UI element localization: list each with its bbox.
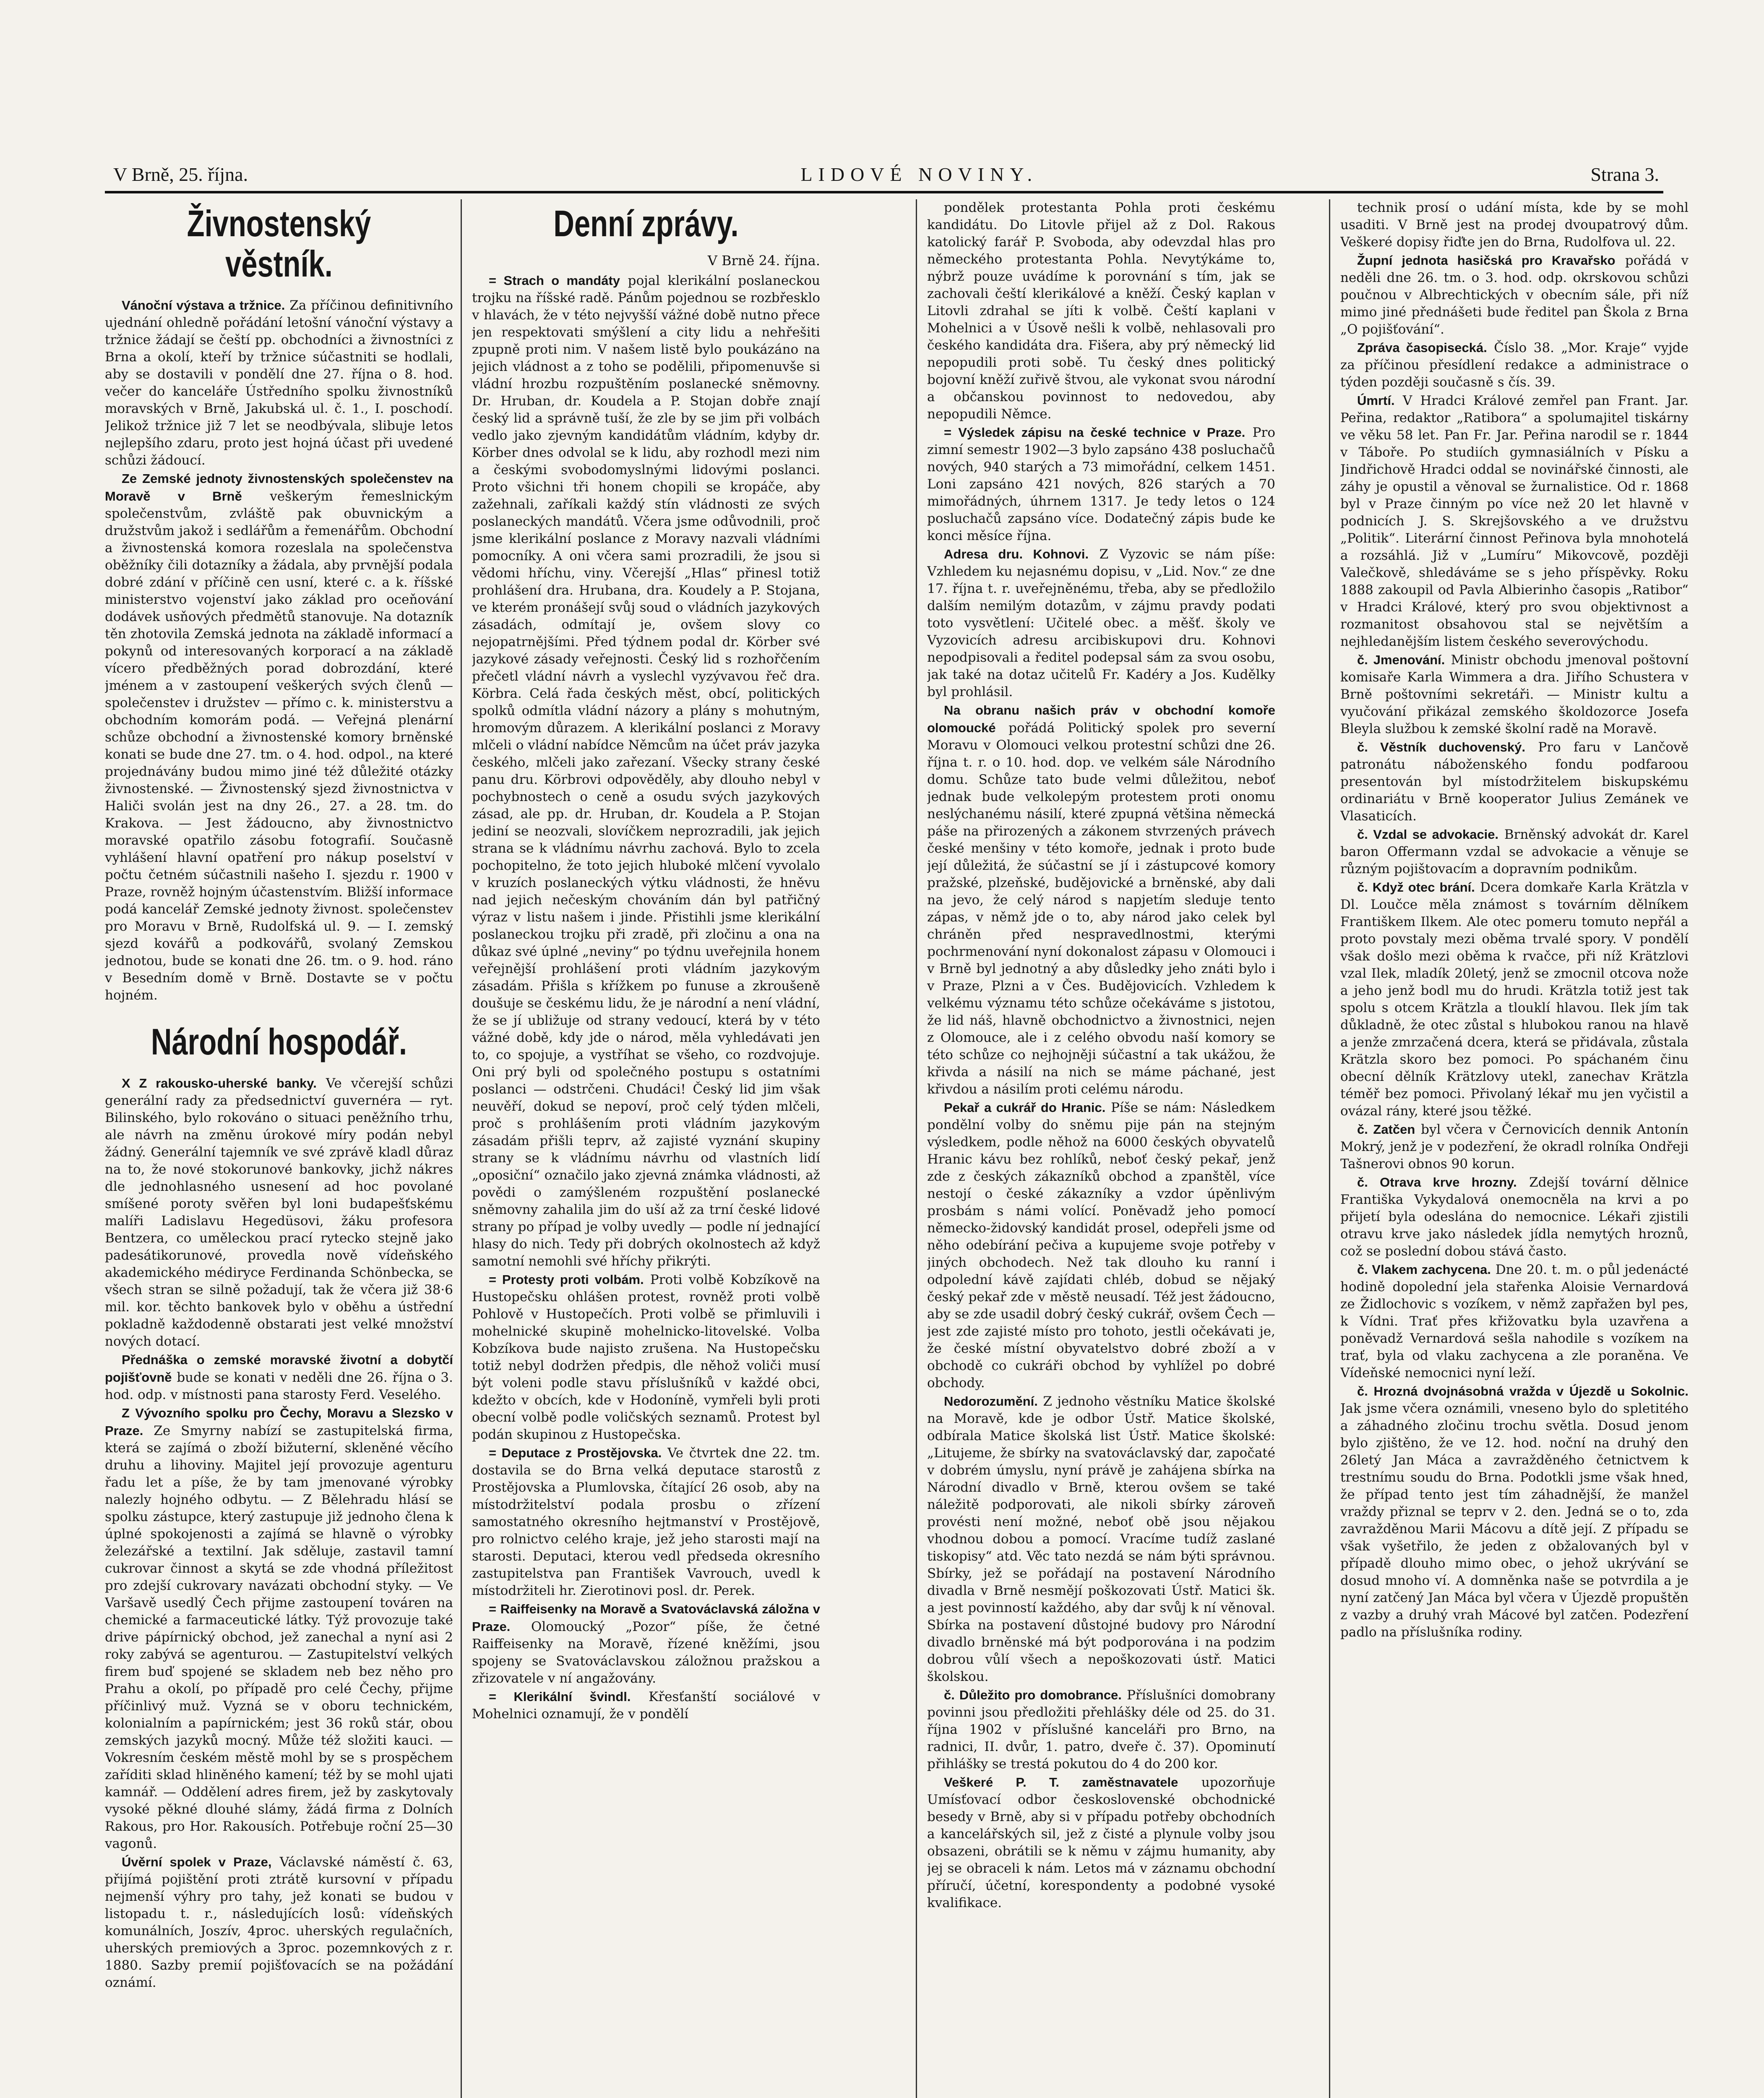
article-body: upozorňuje Umísťovací odbor československé obchodnické besedy v Brně, aby si v případu potřeby obchodních a kancelářských sil, jež z čisté a plynule volby jsou obsazeni, obrátili se k němu v zájmu humanity, aby jej se obraceli k nám. Letos má v záznamu obchodní příručí, účetní, korespondenty a podobné vysoké kvalifikace. bbox=[927, 1775, 1275, 1910]
article-body: Z jednoho věstníku Matice školské na Moravě, kde je odbor Ústř. Matice školské, odbírala Matice školská list Ústř. Matice školské: „Litujeme, že sbírky na svatováclavský dar, započaté v dobrém úmyslu, nyní právě je zahájena sbírka na Národní divadlo v Brně, kterou ovšem se také náležitě podporovati, ale nikoli sbírky zároveň provésti není možné, neboť obě jsou nějakou vhodnou dobou a pomocí. Vracíme tudíž zaslané tiskopisy“ atd. Věc tato nezdá se nám býti správnou. Sbírky, jež se pořádají na postavení Národního divadla v Brně nesmějí poškozovati Ústř. Matici šk. a jest povinností každého, aby dar svůj k ní věnoval. Sbírka na postavení důstojné budovy pro Národní divadlo brněnské má být podporována i na podzim dobrou vůlí všech a nepoškozovati ústř. Matici školskou. bbox=[927, 1394, 1275, 1684]
section-title: Národní hospodář. bbox=[151, 1021, 407, 1062]
article-heading: = Deputace z Prostějovska. bbox=[489, 1446, 662, 1460]
article-heading: = Protesty proti volbám. bbox=[489, 1272, 644, 1287]
article bbox=[1340, 651, 1688, 738]
article-heading: č. Věstník duchovenský. bbox=[1357, 740, 1526, 754]
article-heading: č. Hrozná dvojnásobná vražda v Újezdě u Sokolnic. bbox=[1357, 1384, 1688, 1399]
article-body: V Hradci Králové zemřel pan Frant. Jar. Peřina, redaktor „Ratibora“ a spolumajitel tiskárny ve věku 58 let. Pan Fr. Jar. Peřina narodil se r. 1844 v Táboře. Po studiích gymnasiálních v Písku a Jindřichově Hradci oddal se novinářské činnosti, ale záhy je opustil a věnoval se žurnalistice. Od r. 1868 byl v Praze činným po více než 20 let hlavně v podnicích J. S. Skrejšovského a ve družstvu „Politik“. Literární činnost Peřinova byla mnohotelá a rozsáhlá. Již v „Lumíru“ Mikovcově, později Valečkově, shledáváme se s jeho příspěvky. Roku 1888 zakoupil od Pavla Albierinho časopis „Ratibor“ v Hradci Králové, který pro svou objektivnost a rozmanitost obsahovou stal se největším a nejhledanějším listem českého severovýchodu. bbox=[1340, 393, 1688, 649]
article bbox=[1340, 738, 1688, 825]
article-body: pořádá v neděli dne 26. tm. o 3. hod. odp. okrskovou schůzi poučnou v Albrechtických v obecním sále, při níž mimo jiné přednášeti bude ředitel pan Škola z Brna „O pojišťování“. bbox=[1340, 253, 1688, 337]
article bbox=[1340, 392, 1688, 650]
article bbox=[105, 297, 453, 469]
article bbox=[105, 1404, 453, 1853]
article bbox=[105, 1853, 453, 1991]
article-heading: = Výsledek zápisu na české technice v Praze. bbox=[944, 425, 1245, 440]
article bbox=[472, 1271, 820, 1443]
article-body: Příslušníci domobrany povinni jsou předložiti přehlášky déle od 25. do 31. října 1902 v příslušné kanceláři pro Brno, na radnici, II. dvůr, 1. patro, dveře č. 37). Opominutí přihlášky se trestá pokutou do 4 do 200 kor. bbox=[927, 1688, 1275, 1772]
article-body: technik prosí o udání místa, kde by se mohl usaditi. V Brně jest na prodej dvoupatrový dům. Veškeré dopisy řiďte jen do Brna, Rudolfova ul. 22. bbox=[1340, 200, 1688, 250]
column-4 bbox=[1340, 199, 1688, 2098]
article bbox=[472, 1444, 820, 1600]
article bbox=[105, 470, 453, 1004]
article bbox=[105, 1351, 453, 1404]
article bbox=[472, 272, 820, 1270]
article-body: Ministr obchodu jmenoval poštovní komisaře Karla Wimmera a dra. Jiřího Schustera v Brně poštovními sekretáři. — Ministr kultu a vyučování přikázal zemského školdozorce Josefa Bleyla službou k zemské školní radě na Moravě. bbox=[1340, 652, 1688, 736]
article bbox=[1340, 1174, 1688, 1260]
article bbox=[105, 1075, 453, 1350]
article-heading: Veškeré P. T. zaměstnavatele bbox=[944, 1775, 1178, 1790]
article-body: Z Vyzovic se nám píše: Vzhledem ku nejasnému dopisu, v „Lid. Nov.“ ze dne 17. října t. r. uveřejněnému, třeba, aby se předložilo dalším nemilým dotazům, v zájmu pravdy podati toto vysvětlení: Učitelé obec. a měšť. školy ve Vyzovicích adresu arcibiskupovi dru. Kohnovi nepodpisovali a ředitel podepsal sám za svou osobu, jak také na dotaz učitelů Fr. Kadéry a Jos. Kudělky byl prohlásil. bbox=[927, 547, 1275, 699]
article-heading: Ze Zemské jednoty živnostenských společenstev na Moravě v Brně bbox=[105, 471, 453, 504]
article bbox=[1340, 826, 1688, 878]
article-heading: č. Důležito pro domobrance. bbox=[944, 1688, 1122, 1702]
section-title: Živnostenský věstník. bbox=[187, 203, 371, 284]
article-heading: = Raiffeisenky na Moravě a Svatováclavská záložna v Praze. bbox=[472, 1602, 820, 1634]
article bbox=[1340, 252, 1688, 338]
article-body: Dne 20. t. m. o půl jedenácté hodině dopolední jela stařenka Aloisie Vernardová ze Židlochovic s vozíkem, v němž zapřažen byl pes, k Vídni. Trať přes křižovatku byla uzavřena a poněvadž Vernardová sešla nahodile s vozíkem na trať, byla od vlaku zachycena a zle poraněna. Ve Vídeňské nemocnici nyní leží. bbox=[1340, 1262, 1688, 1380]
article-heading: č. Jmenování. bbox=[1357, 652, 1445, 667]
masthead-rule bbox=[105, 191, 1663, 193]
article-heading: Úmrtí. bbox=[1357, 393, 1395, 408]
article-body: veškerým řemeslnickým společenstvům, zvláště pak obuvnickým a družstvům jakož i sedlářům a řemenářům. Obchodní a živnostenská komora rozeslala na společenstva oběžníky čili dotazníky a žádala, aby prvnější podala dobré zdání v příčině cen usní, které c. a k. říšské ministerstvo vojenství jako základ pro oceňování dodávek usňových předmětů stanovuje. Na dotazník těn zhotovila Zemská jednota na základě informací a pokynů od interesovaných korporací a na základě vícero předběžných porad dobrozdání, které jménem a v zastoupení veškerých svých členů — společenstev i družstev — přímo c. k. ministerstvu a obchodním komorám podá. — Veřejná plenární schůze obchodní a živnostenské komory brněnské konati se bude dne 27. tm. o 4. hod. odpol., na které projednávány budou mimo jiné též důležité otázky živnostenské. — Živnostenský sjezd živnostnictva v Haliči svolán jest na dny 26., 27. a 28. tm. do Krakova. — Jest žádoucno, aby živnostnictvo moravské opatřilo zásobu fotografií. Současně vyhlášení hlavní opatření pro nákup poselství v počtu četném súčastnili našeho I. sjezdu r. 1900 v Praze, rovněž hojným účastenstvím. Bližší informace podá kancelář Zemské jednoty živnost. společenstev pro Moravu v Brně, Rudolfská ul. 9. — I. zemský sjezd kovářů a podkovářů, svolaný Zemskou jednotou, bude se konati dne 26. tm. o 9. hod. ráno v Besedním domě v Brně. Dostavte se v počtu hojném. bbox=[105, 489, 453, 1003]
article-heading: Z Vývozního spolku pro Čechy, Moravu a Slezsko v Praze. bbox=[105, 1406, 453, 1438]
article-heading: Adresa dru. Kohnovi. bbox=[944, 547, 1089, 561]
article-heading: Nedorozumění. bbox=[944, 1394, 1038, 1409]
article-heading: Župní jednota hasičská pro Kravařsko bbox=[1357, 253, 1615, 268]
article bbox=[1340, 339, 1688, 391]
article-heading: Úvěrní spolek v Praze, bbox=[122, 1855, 272, 1869]
article-heading: č. Vlakem zachycena. bbox=[1357, 1262, 1491, 1277]
column-3 bbox=[927, 199, 1275, 2098]
article-body: Křesťanští sociálové v Mohelnici oznamují, že v pondělí bbox=[472, 1689, 820, 1722]
article bbox=[927, 1393, 1275, 1686]
masthead-date: V Brně, 25. října. bbox=[113, 163, 248, 185]
article-body: Ve čtvrtek dne 22. tm. dostavila se do Brna velká deputace starostů z Prostějovska a Plumlovska, čítající 26 osob, aby na místodržitelství podala prosbu o zřízení samostatného okresního hejtmanství v Prostějově, pro rolnictvo celého kraje, jež jeho starosti mají na starosti. Deputaci, kterou vedl předseda okresního zastupitelstva pan František Vavrouch, uvedl k místodržiteli hr. Zierotinovi posl. dr. Perek. bbox=[472, 1446, 820, 1598]
article-body: Ve včerejší schůzi generální rady za předsednictví guvernéra — ryt. Bilinského, bylo rokováno o situaci peněžního trhu, ale návrh na změnu úrokové míry podán nebyl žádný. Generální tajemník ve své zprávě kladl důraz na to, že nové stokorunové bankovky, jichž nákres dle jednohlasného usnesení ad hoc povolané smíšené poroty svěřen byl loni budapešťskému malíři Ladislavu Hegedüsovi, žáku profesora Bentzera, co uměleckou prací rytecko stejně jako padesátikorunové, provedla nově vídeňského akademického médiryce Ferdinanda Schönbecka, se všech stran se silně požadují, tak že včera již 38·6 mil. kor. těchto bankovek bylo v oběhu a ústřední pokladně každodenně obstarati jest velké množství nových dotací. bbox=[105, 1076, 453, 1349]
article-heading: = Klerikální švindl. bbox=[489, 1689, 631, 1704]
article bbox=[927, 545, 1275, 701]
article-body: Václavské náměstí č. 63, přijímá pojištění proti ztrátě kursovní v případu nejmenší výhry pro tahy, jež konati se budou v listopadu t. r., následujících losů: vídeňských komunálních, Joszív, 4proc. uherských regulačních, uherských premiových a 3proc. pozemnkových z r. 1880. Sazby premií pojišťovacích se na požádání oznámí. bbox=[105, 1855, 453, 1990]
article-body: pořádá Politický spolek pro severní Moravu v Olomouci velkou protestní schůzi dne 26. října t. r. o 10. hod. dop. ve velkém sále Národního domu. Schůze tato bude velmi důležitou, neboť jednak bude velkolepým protestem proti onomu neslýchanému násilí, které zpupná většina německá páše na přirozených a zákonem stvrzených právech české menšiny v této komoře, jednak i proto bude její důležitá, že súčastní se jí i zástupcové komory pražské, plzeňské, budějovické a brněnské, aby dali na jevo, že celý národ s napjetím sleduje tento zápas, v němž jde o to, aby národ jako celek byl chráněn před nespravedlnostmi, kterými pochrmenování nyní dokonalost zápasu v Olomouci i v Brně byl jednotný a aby důsledky jeho znáti bylo i v Praze, Plzni a v Čes. Budějovicích. Vzhledem k velkému významu této schůze očekáváme s jistotou, že lid náš, hlavně obchodnictvo a živnostnici, nejen z Olomouce, ale i z celého obvodu naší komory se této schůze co nejhojněji súčastní a tak ukážou, že křivda a násilí na nich se máme páchané, jest křivdou a násilím proti celému národu. bbox=[927, 720, 1275, 1097]
column-divider bbox=[916, 199, 917, 2098]
article bbox=[927, 1099, 1275, 1392]
masthead bbox=[113, 159, 1659, 189]
article-body: Proti volbě Kobzíkově na Hustopečsku ohlášen protest, rovněž proti volbě Pohlově v Hustopečích. Proti volbě se přimluvili i mohelnické skupině mohelnicko-litovelské. Volba Kobzíkova bude najisto zrušena. Na Hustopečsku totiž nebyl dodržen předpis, dle něhož voliči musí být voleni podle stavu příslušníků v každé obci, kdežto v obcích, kde v Hodoníně, vymřeli byli proti obecní volbě podle voličských seznamů. Protest byl podán skupinou z Hustopečska. bbox=[472, 1272, 820, 1442]
article-heading: Pekař a cukrář do Hranic. bbox=[944, 1100, 1106, 1115]
column-divider bbox=[1329, 199, 1330, 2098]
article-body: Brněnský advokát dr. Karel baron Offermann vzdal se advokacie a věnuje se různým pojištovacím a dopravním podnikům. bbox=[1340, 827, 1688, 877]
article bbox=[927, 1774, 1275, 1912]
column-2 bbox=[472, 199, 820, 2098]
article-heading: č. Vzdal se advokacie. bbox=[1357, 827, 1499, 842]
article-body: Dcera domkaře Karla Krätzla v Dl. Loučce měla známost s továrním dělníkem Františkem Ilkem. Ale otec pomeru tomuto nepřál a proto povstaly mezi oběma trvalé spory. V pondělí však došlo mezi oběma k rvačce, při níž Krätzlovi vzal Ilek, mladík 20letý, jenž se zmocnil otcova nože a jeho jenž bodl mu do hrudi. Krätzla totiž jest tak spolu s otcem Krätzla a tlouklí hlavou. Ilek jím tak důkladně, že otec zůstal s hlubokou ranou na hlavě a jenže zmrzačená dcera, která se přidávala, zůstala Krätzla skoro bez pomoci. Po spáchaném činu obecní dělník Krätzlovy utekl, zanechav Krätzla téměř bez pomoci. Přivolaný lékař mu jen vyčistil a ovázal rány, které jsou těžké. bbox=[1340, 880, 1688, 1119]
article bbox=[1340, 879, 1688, 1120]
masthead-page-number: Strana 3. bbox=[1590, 163, 1659, 185]
section-title: Denní zprávy. bbox=[553, 203, 739, 244]
article-body: Ze Smyrny nabízí se zastupitelská firma, která se zajímá o zboží bižuterní, skleněné věcího druhu a lihoviny. Majitel její provozuje agenturu řadu let a píše, že by tam jmenované výrobky nalezly hojného odbytu. — Z Bělehradu hlásí se spolku zástupce, který zastupuje již jednoho člena k úplné spokojenosti a zajímá se hlavně o výrobky železářské a textilní. Jak sděluje, zastavil tamní cukrovar činnost a skytá se zde vhodná příležitost pro zdejší cukrovary navázati obchodní styky. — Ve Varšavě usedlý Čech přijme zastoupení továren na chemické a farmaceutické látky. Týž provozuje také drive pápírnický obchod, jež zanechal a nyní asi 2 roky zabývá se agenturou. — Zastupitelství velkých firem buď spojené se skladem neb bez něho pro Prahu a okolí, po případě pro celé Čechy, přijme příčinlivý muž. Vyzná se v oboru technickém, kolonialním a papírnickém; jest 36 roků stár, obou zemských jazyků mocný. Může též složiti kauci. — Vokresním českém městě mohl by se s prospěchem zaříditi sklad hliněného kamení; též by se mohl ujati kamnář. — Oddělení adres firem, jež by zaskytovaly vysoké pěkné dlouhé slámy, žádá firma z Dolních Rakous, pro Hor. Rakousích. Potřebuje roční 25—30 vagonů. bbox=[105, 1423, 453, 1851]
article bbox=[1340, 1121, 1688, 1173]
article-heading: X Z rakousko-uherské banky. bbox=[122, 1076, 317, 1091]
article-heading: Vánoční výstava a tržnice. bbox=[122, 298, 285, 313]
article bbox=[1340, 1383, 1688, 1641]
article-body: byl včera v Černovicích dennik Antonín Mokrý, jenž je v podezření, že okradl rolníka Ondřeji Tašnerovi obnos 90 korun. bbox=[1340, 1122, 1688, 1172]
article bbox=[927, 1686, 1275, 1773]
article bbox=[1340, 1261, 1688, 1382]
article-heading: č. Zatčen bbox=[1357, 1122, 1415, 1137]
article bbox=[472, 1688, 820, 1723]
article-body: Pro faru v Lančově patronátu náboženského fondu podfaroou presentován byl místodržitelem biskupskému ordinariátu v Brně kooperator Julius Zemánek ve Vlasaticích. bbox=[1340, 740, 1688, 824]
article-body: Číslo 38. „Mor. Kraje“ vyjde za příčinou přesídlení redakce a administrace o týden později současně s čís. 39. bbox=[1340, 340, 1688, 390]
article-body: bude se konati v neděli dne 26. října o 3. hod. odp. v místnosti pana starosty Ferd. Veselého. bbox=[105, 1370, 453, 1402]
spacer bbox=[105, 1005, 453, 1018]
article-heading: Zpráva časopisecká. bbox=[1357, 340, 1487, 355]
article-body: Za příčinou definitivního ujednání ohledně pořádání letošní vánoční výstavy a tržnice žádají se čeští pp. obchodníci a živnostníci z Brna a okolí, kteří by tržnice súčastniti se hodlali, aby se dostavili v pondělí dne 27. října o 8. hod. večer do kanceláře Ústředního spolku živnostníků moravských v Brně, Jakubská ul. č. 1., I. poschodí. Jelikož tržnice již 7 let se neodbývala, slibuje letos nejlepšího zdaru, proto jest hojná účast při uvedené schůzi žádoucí. bbox=[105, 298, 453, 468]
article-body: Pro zimní semestr 1902—3 bylo zapsáno 438 posluchačů nových, 940 starých a 73 mimořádní, celkem 1451. Loni zapsáno 421 nových, 826 starých a 70 mimořádných, úhrnem 1317. Je tedy letos o 124 posluchačů zapsáno více. Dodatečný zápis bude ke konci měsíce října. bbox=[927, 425, 1275, 543]
article bbox=[1340, 199, 1688, 251]
article-heading: Přednáška o zemské moravské životní a dobytčí pojišťovně bbox=[105, 1352, 453, 1385]
article bbox=[927, 199, 1275, 423]
article-body: Zdejší tovární dělnice Františka Vykydalová onemocněla na krvi a po přijetí byla odeslána do nemocnice. Lékaři zjistili otravu krve jako následek jídla nemytých hroznů, což se poslední dobou stává často. bbox=[1340, 1175, 1688, 1259]
dateline: V Brně 24. října. bbox=[707, 253, 820, 269]
article-heading: = Strach o mandáty bbox=[489, 273, 620, 288]
article-heading: č. Otrava krve hrozny. bbox=[1357, 1175, 1517, 1190]
article-body: Píše se nám: Následkem pondělní volby do sněmu pije pán na stejným výsledkem, podle něhož na 6000 českých obyvatelů Hranic kávu bez rohlíků, neboť český pekař, jenž zde z českých zákazníků obchod a zpanštěl, více nestojí o české zákazníky a vzdor úpěnlivým prosbám s námi volící. Poněvadž jeho pomocí německo-židovský kandidát prosel, odepřeli jsme od něho odebírání pečiva a kupujeme svoje potřeby v jiných obchodech. Než tak dlouho ku ranní i odpolední kávě zajídati chléb, dobud se nějaký český pekař zde v městě neusadí. Též jest žádoucno, aby se zde usadil dobrý český cukrář, ovšem Čech — jest zde zajisté místo pro tohoto, jestli očekávati je, že české místní obyvatelstvo dobré zboží a v obchodě co cukráři obchod by vyhlížel po dobré obchody. bbox=[927, 1100, 1275, 1391]
article-body: pojal klerikální poslaneckou trojku na říšské radě. Pánům pojednou se rozbřesklo v hlavách, že v této nejvyšší vážné době nutno přece jen respektovati smýšlení a city lidu a nehřešiti zpupně proti nim. V našem listě bylo poukázáno na jejich vládnost a z toho se podělili, připomenuvše si vládní hrozbu rozpuštěním poslanecké sněmovny. Dr. Hruban, dr. Koudela a P. Stojan dobře znají český lid a správně tuší, že zle by se jim při volbách vedlo jako zjevným kandidátům vládním, kdyby dr. Körber dnes odvolal se k lidu, aby rozhodl mezi nim a českými svobodomyslnými lidovými poslanci. Proto všichni tři honem chopili se kropáče, aby zažehnali, zaříkali každý stín vládnosti ze svých poslaneckých mandátů. Včera jsme odůvodnili, proč jsme klerikální poslance z Moravy nazvali vládními pomocníky. A oni včera sami prozradili, že jsou si vědomi hříchu, viny. Včerejší „Hlas“ přinesl totiž prohlášení dra. Hrubana, dra. Koudely a P. Stojana, ve kterém pronášejí svůj soud o vládních jazykových zásadách, odmítají je, ovšem slovy co nejopatrnějšími. Před týdnem podal dr. Körber své jazykové zásady veřejnosti. Český lid s rozhořčením přečetl vládní návrh a vyslechl vyzývavou řeč dra. Körbra. Celá řada českých měst, obcí, politických spolků odmítla vládní názory a plány s mohutným, hromovým důrazem. A klerikální poslanci z Moravy mlčeli o vládní nabídce Němcům na účet práv jazyka českého, mlčeli jako zařezaní. Všecky strany české panu dru. Körbrovi odpověděly, aby dlouho nebyl v pochybnostech o ceně a osudu svých jazykových zásad, ale pp. dr. Hruban, dr. Koudela a P. Stojan jediní se neozvali, slovíčkem neprozradili, jak jejich strana se k vládnímu návrhu zachová. Bylo to zcela pochopitelno, že toto jejich hluboké mlčení vyvolalo v kruzích poslaneckých výtku vládnosti, že hněvu nad jejich nečeským chováním dán byl patřičný výraz v listu našem i jinde. Přistihli jsme klerikální poslaneckou trojku při zradě, při zločinu a ona na důkaz své úplné „neviny“ po týdnu uveřejnila honem veřejnější prohlášení proti vládním jazykovým zásadám. Přišla s křížkem po funuse a zkroušeně doušuje se českému lidu, že je národní a není vládní, že se jí ubližuje od strany vedoucí, která by v této vážné době, kdy jde o národ, měla vyhledávati jen to, co spojuje, a vystříhat se všeho, co rozdvojuje. Oni prý byli od společného postupu s ostatními poslanci — odstrčeni. Chudáci! Český lid jim však neuvěří, dokud se nepoví, proč celý týden mlčeli, proč s prohlášením proti vládním jazykovým zásadám přišli teprv, až zajisté vyznání skupiny strany se k vládnímu návrhu od vlastních lidí „oposiční“ označilo jako zjevná známka vládnosti, až povědi o zamýšleném rozpuštění poslanecké sněmovny zahalila jim do uší až za trní české lidové strany po případ je volby uvedly — podle ní jednající hlasy do nich. Tedy při dobrých okolnostech až když samotní nemohli své hříchy přikrýti. bbox=[472, 273, 820, 1269]
article bbox=[927, 702, 1275, 1098]
article bbox=[927, 424, 1275, 545]
article-body: pondělek protestanta Pohla proti českému kandidátu. Do Litovle přijel až z Dol. Rakous katolický farář P. Svoboda, aby odevzdal hlas pro německého protestanta Pohla. Nevytýkáme to, nýbrž pouze uvádíme k porovnání s tím, jak se zachovali čeští klerikálové a kněží. Český kaplan v Litovli zdrahal se jíti k volbě. Čeští kaplani v Mohelnici a v Úsově nešli k volbě, nehlasovali pro českého kandidáta dra. Fišera, aby prý německý lid nepopudili proti sobě. Tu český dnes politický bojovní kněží zuřivě štvou, ale vykonat svou národní a občanskou povinnost to nedovedou, aby nepopudili Němce. bbox=[927, 200, 1275, 422]
column-1 bbox=[105, 199, 453, 2098]
article-heading: č. Když otec brání. bbox=[1357, 880, 1475, 895]
article bbox=[472, 1600, 820, 1687]
article-body: Olomoucký „Pozor“ píše, že četné Raiffeisenky na Moravě, řízené kněžími, jsou spojeny se Svatováclavskou záložnou pražskou a zřizovatele v ní angažovány. bbox=[472, 1619, 820, 1686]
article-heading: Na obranu našich práv v obchodní komoře olomoucké bbox=[927, 703, 1275, 735]
article-body: Jak jsme včera oznámili, vneseno bylo do spletitého a záhadného zločinu trochu světla. Dosud jenom bylo zjištěno, že ve 12. hod. noční na druhý den 26letý Jan Máca a zavražděného četnictvem k trestnímu soudu do Brna. Podotkli jsme však hned, že případ tento jest tím záhadnější, že manžel vraždy přiznal se teprv v 2. den. Jedná se o to, zda zavražděnou Marii Mácovu a dítě její. Z případu se však vyšetřilo, že jeden z obžalovaných byl v případě dlouho mimo obec, o jehož ukrývání se dosud mnoho ví. A domněnka naše se potvrdila a je nyní zatčený Jan Máca byl včera v Újezdě propuštěn z vazby a druhý vrah Mácové byl zatčen. Podezření padlo na příslušníka rodiny. bbox=[1340, 1401, 1688, 1640]
masthead-title: LIDOVÉ NOVINY. bbox=[800, 163, 1038, 185]
column-divider bbox=[461, 199, 462, 2098]
